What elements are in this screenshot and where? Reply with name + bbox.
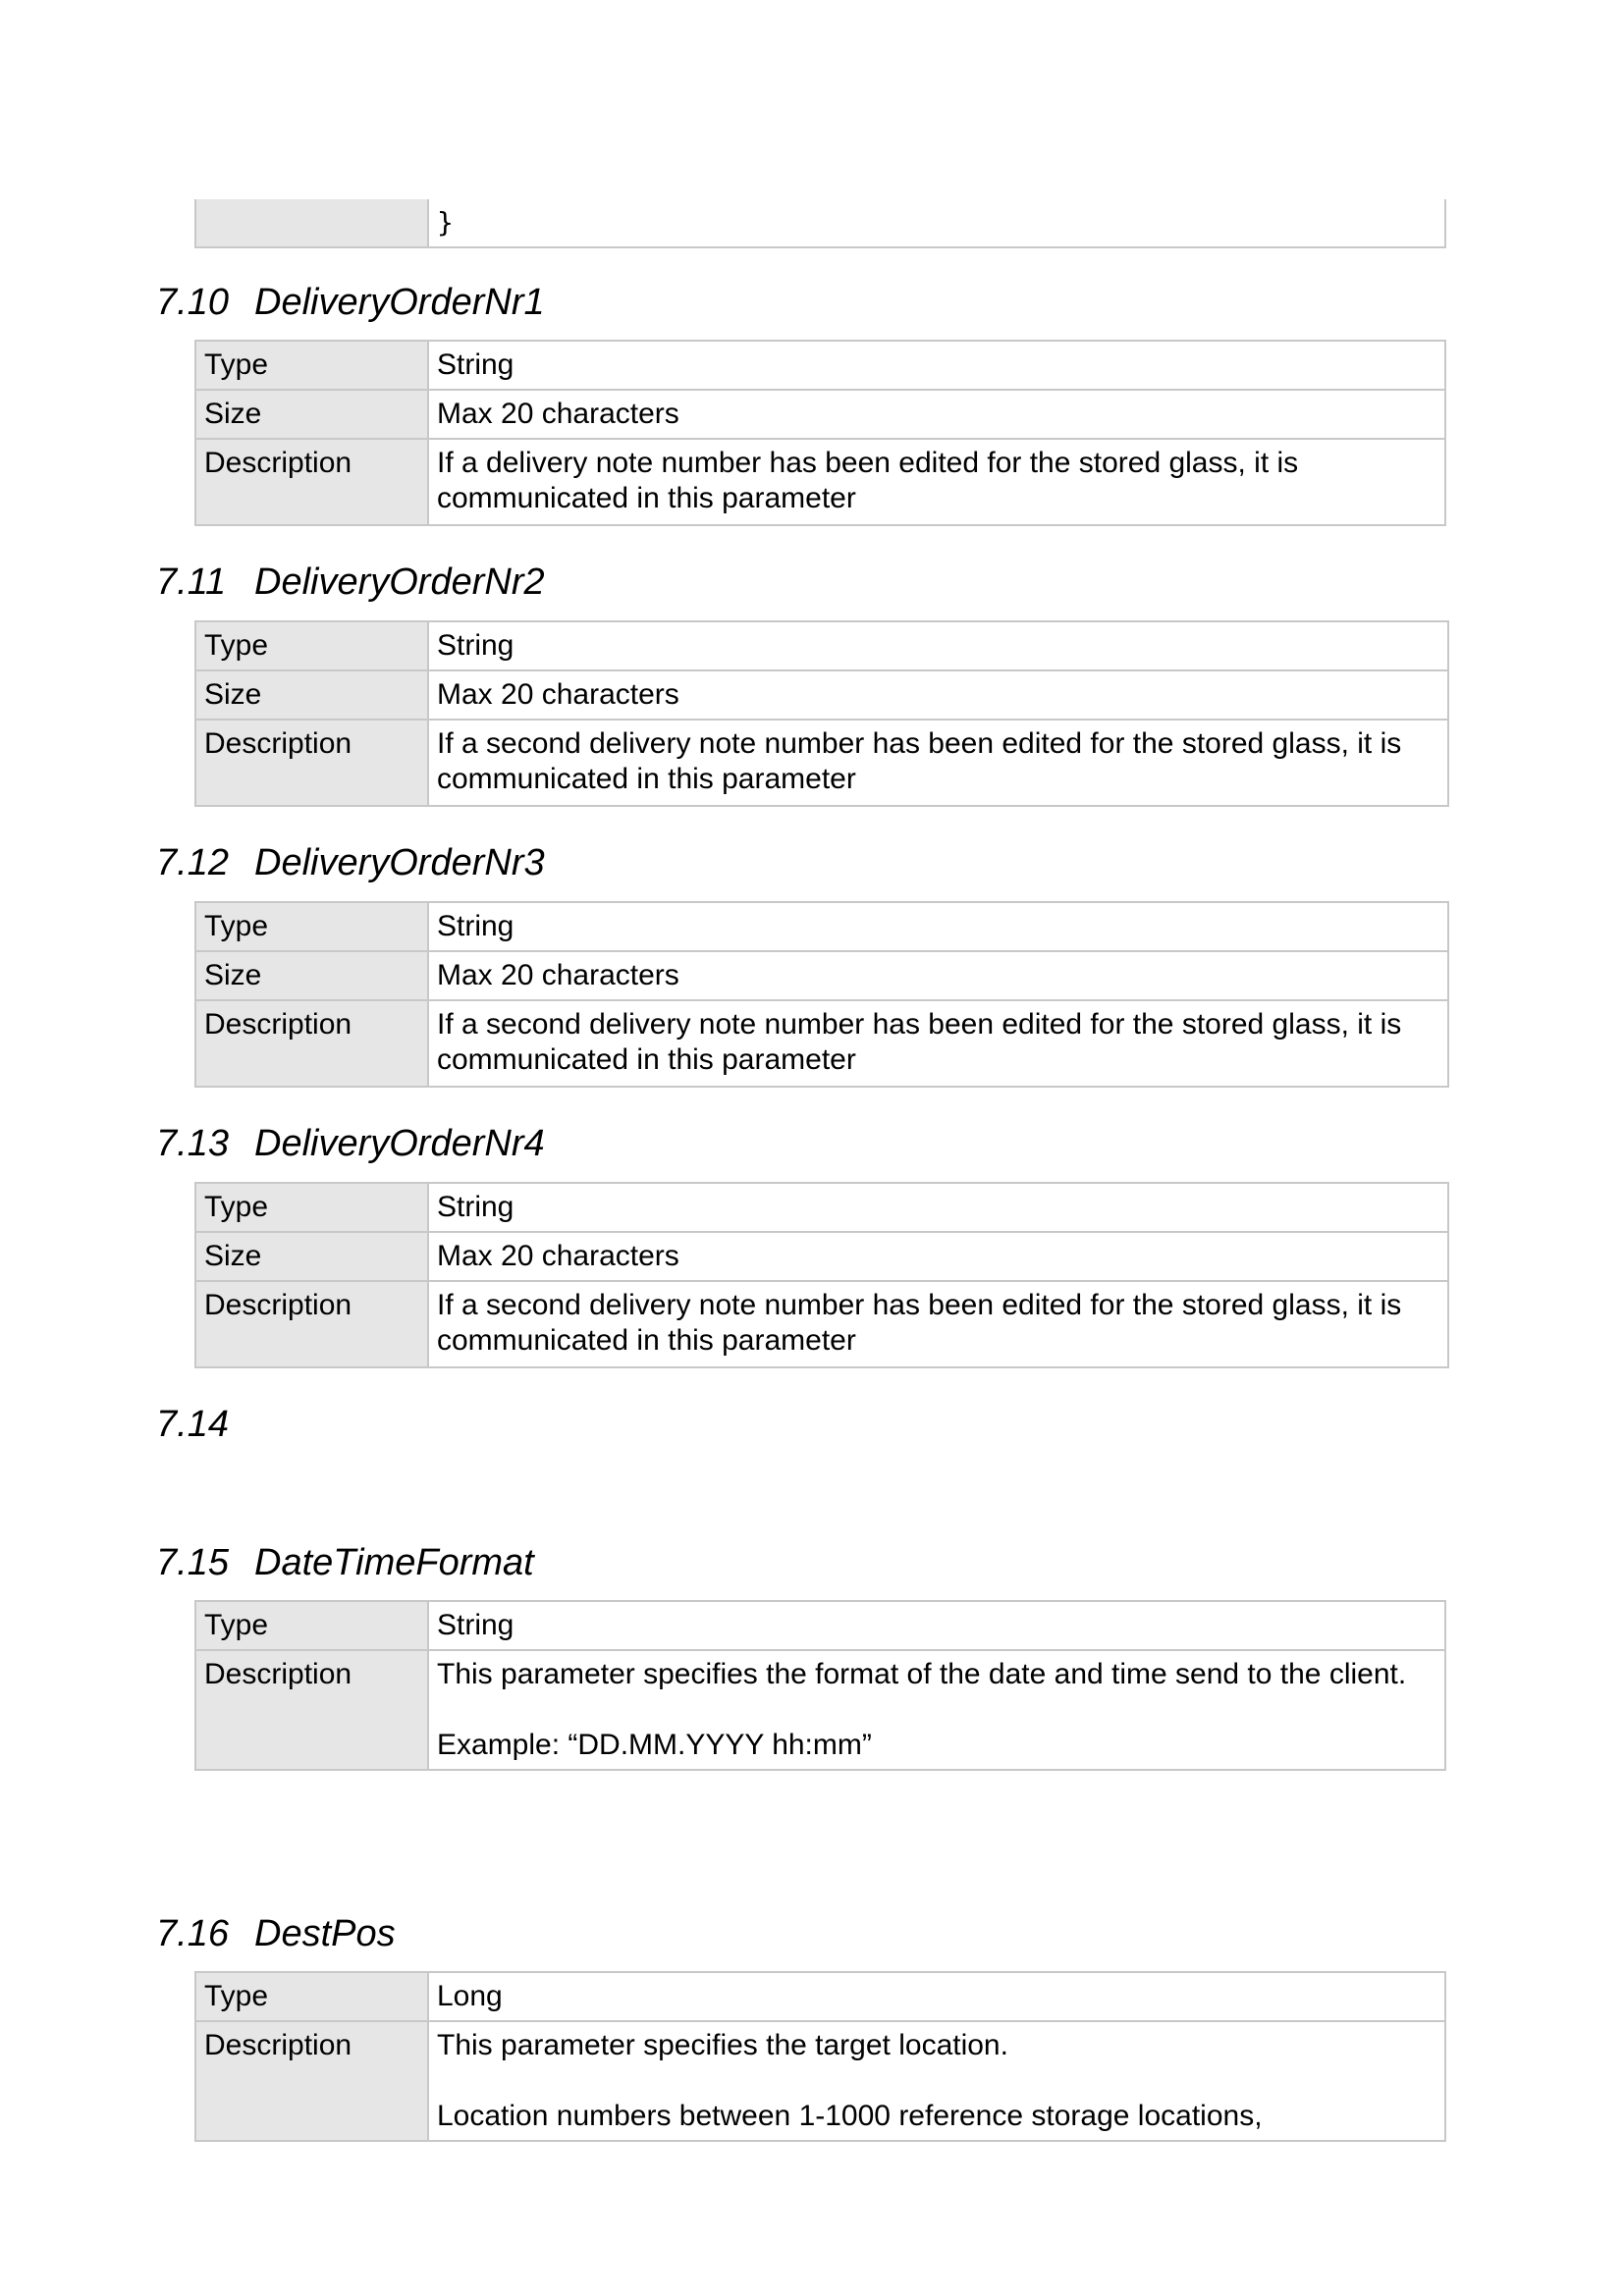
- table-row: [195, 902, 1448, 951]
- parameter-table-delivery-order-nr2: [194, 620, 1449, 807]
- row-key: Size: [195, 670, 428, 720]
- description-line: This parameter specifies the format of the date and time send to the client.: [437, 1658, 1407, 1690]
- table-row: [195, 1183, 1448, 1232]
- row-value: String: [428, 902, 1448, 951]
- row-value: [428, 1281, 1448, 1367]
- row-value: String: [428, 1601, 1445, 1650]
- parameter-table-delivery-order-nr3: [194, 901, 1449, 1088]
- section-heading-7-13: [156, 1122, 545, 1165]
- section-title: DestPos: [254, 1913, 396, 1954]
- description-line: If a second delivery note number has been edited for the stored glass, it is: [437, 1008, 1402, 1041]
- section-title: DeliveryOrderNr2: [254, 561, 545, 603]
- description-example-line: Example: “DD.MM.YYYY hh:mm”: [437, 1729, 872, 1761]
- row-value: Max 20 characters: [428, 951, 1448, 1000]
- section-number: 7.11: [156, 561, 227, 603]
- parameter-table-delivery-order-nr4: [194, 1182, 1449, 1368]
- section-number: 7.14: [156, 1404, 229, 1445]
- row-value: [428, 2021, 1445, 2141]
- description-blank-line: [437, 2063, 1436, 2099]
- description-line: communicated in this parameter: [437, 482, 856, 514]
- fragment-value-cell: [428, 199, 1445, 247]
- parameter-table-dest-pos: [194, 1971, 1446, 2142]
- row-key: Size: [195, 1232, 428, 1281]
- row-value: [428, 1650, 1445, 1770]
- row-value: Long: [428, 1972, 1445, 2021]
- description-line: If a second delivery note number has been edited for the stored glass, it is: [437, 1289, 1402, 1321]
- row-value: Max 20 characters: [428, 670, 1448, 720]
- table-row: [195, 670, 1448, 720]
- row-key: Description: [195, 720, 428, 806]
- row-key: Description: [195, 1000, 428, 1087]
- table-row: [195, 2021, 1445, 2141]
- section-title: DeliveryOrderNr1: [254, 282, 545, 323]
- table-row: [195, 720, 1448, 806]
- section-heading-7-10: [156, 281, 545, 324]
- row-key: Type: [195, 902, 428, 951]
- row-key: Type: [195, 341, 428, 390]
- row-value: Max 20 characters: [428, 1232, 1448, 1281]
- row-value: [428, 720, 1448, 806]
- closing-brace: }: [437, 206, 454, 239]
- section-number: 7.13: [156, 1123, 229, 1164]
- row-value: [428, 439, 1445, 525]
- row-key: Type: [195, 1183, 428, 1232]
- row-key: Type: [195, 1601, 428, 1650]
- description-line: communicated in this parameter: [437, 1324, 856, 1357]
- parameter-table-date-time-format: [194, 1600, 1446, 1771]
- row-value: [428, 1000, 1448, 1087]
- section-title: DeliveryOrderNr3: [254, 842, 545, 883]
- section-heading-7-12: [156, 841, 545, 884]
- description-line: This parameter specifies the target location.: [437, 2029, 1008, 2061]
- section-number: 7.16: [156, 1913, 229, 1954]
- row-key: Size: [195, 951, 428, 1000]
- section-heading-7-11: [156, 561, 545, 604]
- description-blank-line: [437, 1692, 1436, 1728]
- row-key: Size: [195, 390, 428, 439]
- section-heading-7-15: [156, 1541, 534, 1584]
- table-row: [195, 1650, 1445, 1770]
- section-number: 7.10: [156, 282, 229, 323]
- description-line: communicated in this parameter: [437, 763, 856, 795]
- row-value: String: [428, 621, 1448, 670]
- fragment-key-cell: [195, 199, 428, 247]
- description-line: Location numbers between 1-1000 reference storage locations,: [437, 2100, 1263, 2132]
- table-row: [195, 951, 1448, 1000]
- table-row: [195, 1281, 1448, 1367]
- table-row: [195, 621, 1448, 670]
- previous-table-fragment: [194, 199, 1446, 248]
- table-row: [195, 1601, 1445, 1650]
- row-key: Description: [195, 1281, 428, 1367]
- table-row: [195, 439, 1445, 525]
- table-row: [195, 341, 1445, 390]
- description-line: If a delivery note number has been edited for the stored glass, it is: [437, 447, 1299, 479]
- row-value: String: [428, 341, 1445, 390]
- section-heading-7-16: [156, 1912, 396, 1955]
- row-key: Type: [195, 1972, 428, 2021]
- section-number: 7.12: [156, 842, 229, 883]
- row-value: String: [428, 1183, 1448, 1232]
- section-number: 7.15: [156, 1542, 229, 1583]
- table-row: [195, 1972, 1445, 2021]
- table-row: [195, 1232, 1448, 1281]
- row-key: Type: [195, 621, 428, 670]
- section-title: DeliveryOrderNr4: [254, 1123, 545, 1164]
- row-key: Description: [195, 439, 428, 525]
- row-key: Description: [195, 2021, 428, 2141]
- description-line: If a second delivery note number has been edited for the stored glass, it is: [437, 727, 1402, 760]
- row-value: Max 20 characters: [428, 390, 1445, 439]
- section-title: DateTimeFormat: [254, 1542, 534, 1583]
- table-row: [195, 390, 1445, 439]
- table-row: [195, 1000, 1448, 1087]
- row-key: Description: [195, 1650, 428, 1770]
- description-line: communicated in this parameter: [437, 1043, 856, 1076]
- section-heading-7-14: [156, 1403, 254, 1446]
- parameter-table-delivery-order-nr1: [194, 340, 1446, 526]
